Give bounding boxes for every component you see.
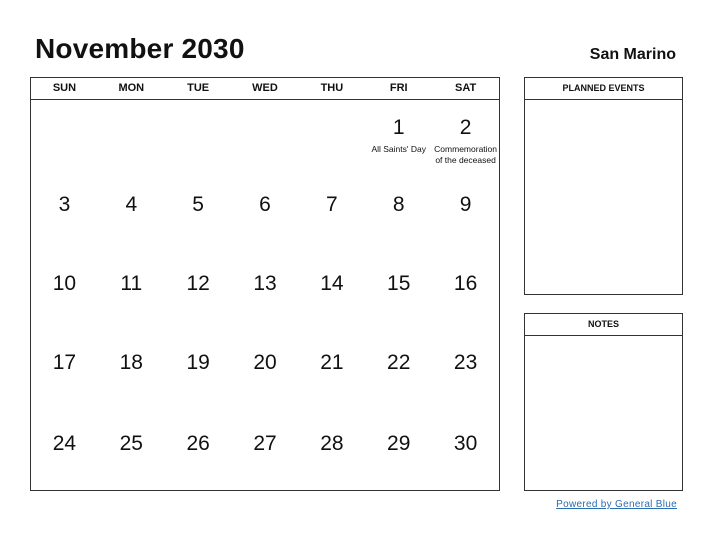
- calendar-day-cell: [31, 177, 98, 254]
- calendar-day-cell: [232, 100, 299, 177]
- powered-by-link[interactable]: Powered by General Blue: [556, 499, 677, 510]
- day-number: 8: [392, 193, 405, 216]
- calendar-day-cell: [165, 254, 232, 331]
- calendar-week-row: [31, 177, 499, 254]
- calendar-day-cell: [298, 254, 365, 331]
- day-number: 10: [52, 272, 77, 295]
- day-number: 16: [453, 272, 478, 295]
- day-number: 14: [320, 272, 344, 295]
- calendar-day-cell: [98, 100, 165, 177]
- calendar-title: November 2030: [35, 33, 245, 64]
- planned-events-panel: [524, 77, 683, 295]
- day-number: 24: [52, 432, 77, 455]
- day-number: 22: [387, 351, 411, 374]
- weekday-sat: SAT: [454, 82, 477, 94]
- calendar-weeks: [31, 100, 499, 489]
- calendar-day-cell: [298, 331, 365, 410]
- day-number: 30: [453, 432, 478, 455]
- calendar-grid: [30, 77, 500, 491]
- day-number: 28: [320, 432, 344, 455]
- day-number: 23: [453, 351, 478, 374]
- calendar-day-cell: [365, 331, 432, 410]
- day-number: 27: [253, 432, 277, 455]
- weekday-header-row: [31, 78, 499, 100]
- calendar-day-cell: [232, 331, 299, 410]
- calendar-week-row: [31, 331, 499, 410]
- day-number: 6: [259, 193, 271, 216]
- day-number: 1: [392, 116, 405, 139]
- day-number: 17: [52, 351, 77, 374]
- calendar-day-cell: [232, 410, 299, 489]
- weekday-thu: THU: [320, 82, 344, 94]
- calendar-day-cell: [98, 254, 165, 331]
- weekday-mon: MON: [118, 82, 145, 94]
- calendar-day-cell: [432, 177, 499, 254]
- day-number: 21: [320, 351, 344, 374]
- day-number: 3: [58, 193, 71, 216]
- weekday-tue: TUE: [187, 82, 210, 94]
- calendar-day-cell: [232, 177, 299, 254]
- calendar-day-cell: [165, 331, 232, 410]
- day-number: 25: [119, 432, 143, 455]
- country-name: San Marino: [589, 46, 676, 63]
- calendar-day-cell: [432, 331, 499, 410]
- calendar-day-cell: [432, 410, 499, 489]
- holiday-label: Commemoration of the deceased: [434, 144, 497, 165]
- day-number: 11: [120, 272, 143, 295]
- calendar-day-cell: [165, 177, 232, 254]
- day-number: 26: [186, 432, 210, 455]
- holiday-label: All Saints' Day: [371, 144, 426, 154]
- weekday-sun: SUN: [52, 82, 77, 94]
- day-number: 29: [387, 432, 411, 455]
- day-number: 5: [192, 193, 204, 216]
- calendar-day-cell: [31, 410, 98, 489]
- calendar-day-cell: [365, 410, 432, 489]
- day-number: 20: [253, 351, 277, 374]
- calendar-day-cell: [165, 410, 232, 489]
- day-number: 19: [186, 351, 210, 374]
- calendar-day-cell: [298, 177, 365, 254]
- calendar-day-cell: [298, 410, 365, 489]
- calendar-day-cell: [31, 100, 98, 177]
- calendar-week-row: [31, 100, 499, 177]
- calendar-day-cell: [31, 331, 98, 410]
- weekday-wed: WED: [252, 82, 278, 94]
- calendar-day-cell: [165, 100, 232, 177]
- calendar-day-cell: [365, 177, 432, 254]
- calendar-day-cell: [31, 254, 98, 331]
- day-number: 13: [253, 272, 277, 295]
- notes-heading: NOTES: [525, 314, 682, 336]
- calendar-day-cell: [98, 177, 165, 254]
- calendar-day-cell: [298, 100, 365, 177]
- day-number: 18: [119, 351, 143, 374]
- weekday-fri: FRI: [389, 82, 408, 94]
- calendar-day-cell: [432, 254, 499, 331]
- calendar-day-cell: [98, 410, 165, 489]
- calendar-day-cell: [98, 331, 165, 410]
- day-number: 12: [186, 272, 210, 295]
- calendar-day-cell: [365, 254, 432, 331]
- day-number: 2: [459, 116, 472, 139]
- calendar-day-cell: [432, 100, 499, 177]
- day-number: 7: [326, 193, 338, 216]
- day-number: 4: [125, 193, 138, 216]
- calendar-day-cell: [232, 254, 299, 331]
- calendar-day-cell: [365, 100, 432, 177]
- calendar-week-row: [31, 410, 499, 489]
- calendar-week-row: [31, 254, 499, 331]
- notes-panel: [524, 313, 683, 491]
- day-number: 9: [459, 193, 472, 216]
- planned-events-heading: PLANNED EVENTS: [525, 78, 682, 100]
- day-number: 15: [387, 272, 411, 295]
